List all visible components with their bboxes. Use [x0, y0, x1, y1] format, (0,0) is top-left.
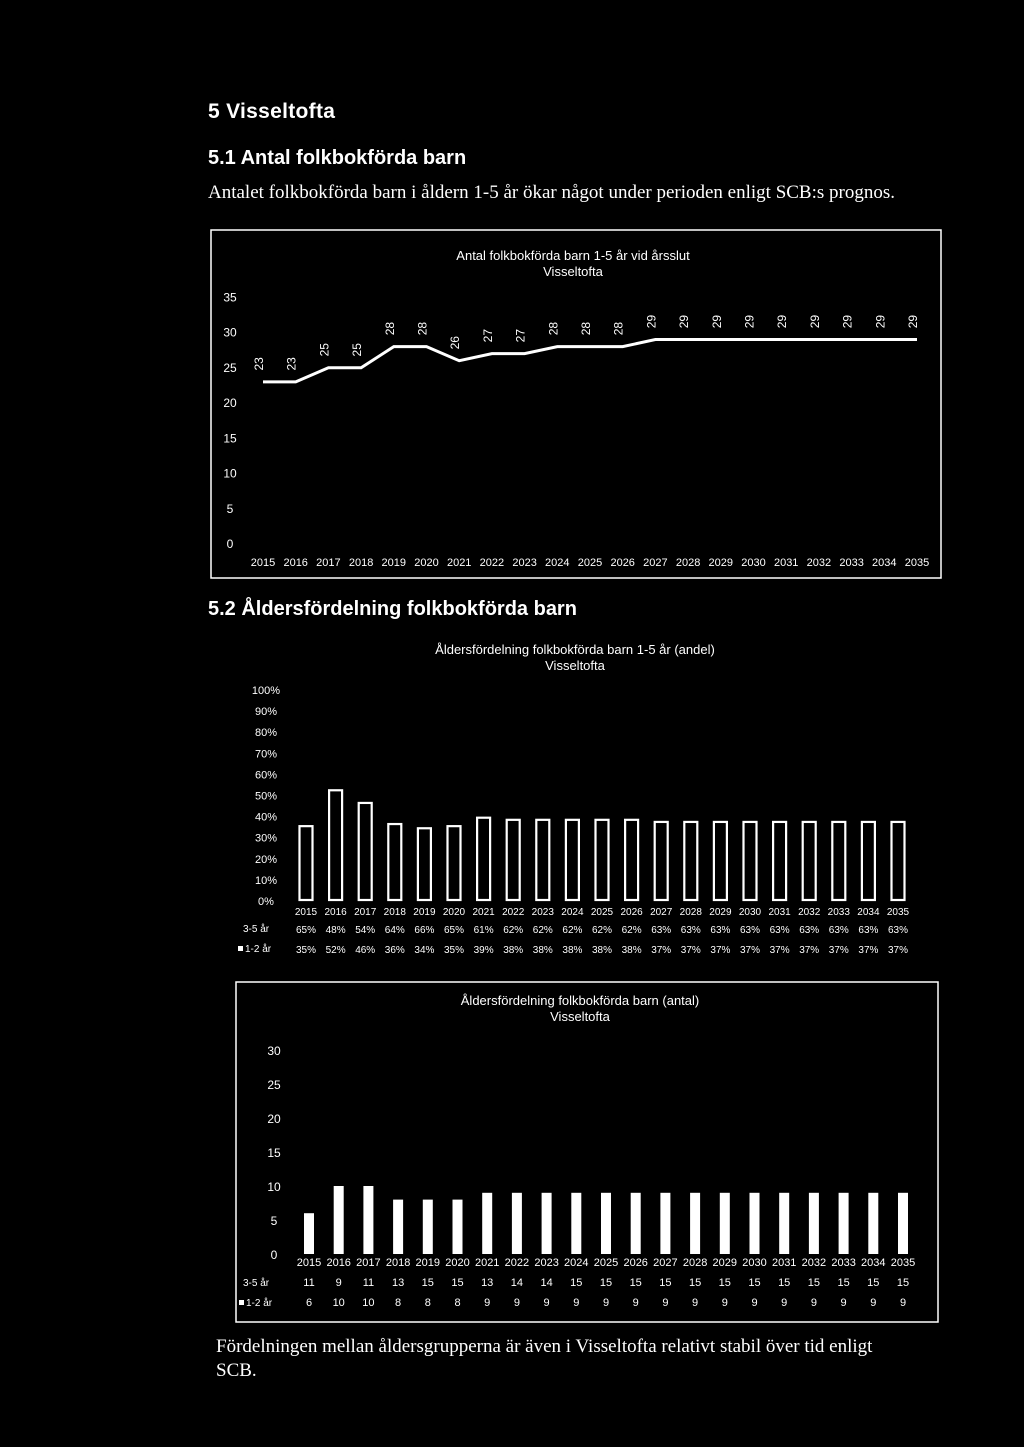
- chart3-title: Åldersfördelning folkbokförda barn (antal): [460, 993, 700, 1008]
- chart2-label-3-5-2028: 63%: [680, 925, 701, 936]
- chart2-bar-2024: [566, 820, 579, 900]
- chart3-label-3-5-2023: 14: [540, 1277, 553, 1289]
- chart3-label-1-2-2034: 9: [870, 1297, 877, 1309]
- chart2-ytick-0: 0%: [258, 896, 274, 908]
- chart1-ytick-25: 25: [223, 360, 237, 375]
- chart3-bar-2031: [779, 1193, 789, 1254]
- chart2-title: Åldersfördelning folkbokförda barn 1-5 år (andel): [435, 642, 715, 657]
- chart3-label-1-2-2018: 8: [395, 1297, 402, 1309]
- chart3-bar-2030: [750, 1193, 760, 1254]
- chart1-subtitle: Visseltofta: [543, 264, 603, 279]
- chart2-legend-1-2: 1-2 år: [245, 944, 272, 955]
- chart3-label-3-5-2015: 11: [303, 1277, 315, 1289]
- chart2-xtick-2026: 2026: [620, 907, 643, 918]
- chart2-label-1-2-2032: 37%: [799, 945, 820, 956]
- chart3-xtick-2026: 2026: [623, 1257, 648, 1269]
- chart3-xtick-2017: 2017: [356, 1257, 381, 1269]
- chart2-legend-3-5: 3-5 år: [243, 924, 270, 935]
- chart2-label-3-5-2023: 62%: [532, 925, 553, 936]
- chart1-xtick-2015: 2015: [250, 557, 276, 569]
- chart3-xtick-2016: 2016: [326, 1257, 351, 1269]
- chart1-xtick-2025: 2025: [577, 557, 603, 569]
- chart2-label-3-5-2016: 48%: [325, 925, 346, 936]
- chart3-bar-2017: [363, 1186, 373, 1254]
- chart3-label-3-5-2034: 15: [867, 1277, 880, 1289]
- chart3-bar-2025: [601, 1193, 611, 1254]
- chart3-label-3-5-2020: 15: [451, 1277, 464, 1289]
- chart2-label-3-5-2026: 62%: [621, 925, 642, 936]
- chart3-label-1-2-2029: 9: [721, 1297, 728, 1309]
- chart1-ytick-15: 15: [223, 431, 237, 446]
- chart2-xtick-2023: 2023: [531, 907, 554, 918]
- chart3-bar-2034: [868, 1193, 878, 1254]
- chart1-data-label-2024: 28: [546, 321, 561, 336]
- chart2-label-3-5-2020: 65%: [443, 925, 465, 936]
- chart3-ytick-20: 20: [267, 1112, 281, 1126]
- chart1-xtick-2018: 2018: [348, 557, 374, 569]
- chart2-bar-2020: [448, 826, 461, 900]
- chart1-data-label-2020: 28: [415, 321, 430, 336]
- chart2-xtick-2032: 2032: [798, 907, 821, 918]
- chart1-data-label-2029: 29: [709, 314, 724, 329]
- chart2-xtick-2016: 2016: [324, 907, 347, 918]
- chart2-label-1-2-2023: 38%: [532, 945, 553, 956]
- chart3-label-3-5-2018: 13: [391, 1277, 405, 1289]
- chart2-xtick-2021: 2021: [472, 907, 495, 918]
- chart3-label-1-2-2026: 9: [632, 1297, 639, 1309]
- chart1-data-label-2023: 27: [513, 328, 528, 343]
- chart2-bar-2026: [625, 820, 638, 900]
- chart1-xtick-2027: 2027: [643, 557, 668, 569]
- chart1-ytick-30: 30: [223, 325, 237, 340]
- chart3-label-1-2-2017: 10: [362, 1297, 375, 1309]
- chart3-label-3-5-2017: 11: [362, 1277, 375, 1289]
- chart2-xtick-2035: 2035: [886, 907, 910, 918]
- chart2-bar-2027: [655, 822, 668, 900]
- chart3-label-3-5-2033: 15: [837, 1277, 850, 1289]
- chart1-ytick-35: 35: [223, 290, 237, 305]
- chart2-xtick-2030: 2030: [738, 907, 762, 918]
- chart3-bar-2032: [809, 1193, 819, 1254]
- chart3-ytick-0: 0: [270, 1248, 278, 1262]
- chart3-bar-2028: [690, 1193, 700, 1254]
- chart3-label-1-2-2023: 9: [543, 1297, 550, 1309]
- chart3-bar-2015: [304, 1213, 314, 1254]
- chart3-xtick-2023: 2023: [534, 1257, 559, 1269]
- chart3-label-1-2-2033: 9: [840, 1297, 847, 1309]
- chart2-bar-2018: [388, 824, 401, 900]
- chart3-ytick-30: 30: [267, 1044, 281, 1058]
- chart2-ytick-6: 60%: [254, 769, 278, 782]
- chart2-xtick-2015: 2015: [294, 907, 318, 918]
- chart2-xtick-2022: 2022: [502, 907, 525, 918]
- chart3-legend-swatch-1-2: [239, 1300, 244, 1305]
- chart1-data-label-2022: 27: [480, 328, 495, 343]
- chart3-xtick-2027: 2027: [653, 1257, 678, 1269]
- chart3-label-3-5-2031: 15: [778, 1277, 791, 1289]
- chart2-ytick-4: 40%: [254, 811, 278, 824]
- chart2-label-3-5-2032: 63%: [799, 925, 820, 936]
- chart2-xtick-2034: 2034: [857, 907, 880, 918]
- chart2-xtick-2033: 2033: [827, 907, 850, 918]
- chart1-data-label-2021: 26: [448, 336, 463, 350]
- chart2-ytick-5: 50%: [254, 790, 278, 803]
- chart2-bar-2031: [773, 822, 786, 900]
- chart1-data-label-2025: 28: [579, 321, 593, 336]
- chart2-ytick-9: 90%: [254, 706, 278, 719]
- chart2-label-1-2-2018: 36%: [384, 945, 405, 956]
- chart1-ytick-5: 5: [226, 501, 234, 516]
- chart2-label-3-5-2035: 63%: [887, 925, 909, 936]
- chart1-xtick-2033: 2033: [839, 557, 864, 569]
- chart2-xtick-2027: 2027: [650, 907, 673, 918]
- chart3-label-1-2-2030: 9: [751, 1297, 758, 1309]
- chart1-ytick-10: 10: [223, 466, 237, 481]
- chart3-xtick-2021: 2021: [474, 1257, 500, 1269]
- chart2-label-1-2-2035: 37%: [887, 945, 909, 956]
- chart2-xtick-2019: 2019: [413, 907, 436, 918]
- chart1-xtick-2032: 2032: [806, 557, 832, 569]
- chart2-label-1-2-2024: 38%: [562, 945, 583, 956]
- chart3-label-3-5-2024: 15: [570, 1277, 583, 1289]
- chart2-label-3-5-2027: 63%: [651, 925, 672, 936]
- chart3-xtick-2034: 2034: [861, 1257, 886, 1269]
- chart3-xtick-2024: 2024: [564, 1257, 589, 1269]
- chart3-xtick-2031: 2031: [771, 1257, 797, 1269]
- chart3-label-3-5-2026: 15: [629, 1277, 642, 1289]
- chart2-label-1-2-2027: 37%: [651, 945, 672, 956]
- chart3-bar-2021: [482, 1193, 492, 1254]
- chart2-label-1-2-2034: 37%: [858, 945, 879, 956]
- chart2-bar-2016: [329, 790, 342, 900]
- chart3-xtick-2019: 2019: [415, 1257, 441, 1269]
- chart2-legend-swatch-1-2: [238, 946, 243, 951]
- chart3-subtitle: Visseltofta: [550, 1009, 610, 1024]
- chart3-bar-2027: [660, 1193, 670, 1254]
- chart2-bar-2035: [892, 822, 905, 900]
- chart2-bar-2029: [714, 822, 727, 900]
- chart3-label-1-2-2027: 9: [662, 1297, 669, 1309]
- chart3-bar-2026: [631, 1193, 641, 1254]
- chart3-label-1-2-2022: 9: [513, 1297, 520, 1309]
- chart2-xtick-2024: 2024: [561, 907, 584, 918]
- chart3-xtick-2030: 2030: [742, 1257, 767, 1269]
- chart3-xtick-2022: 2022: [504, 1257, 530, 1269]
- chart3-xtick-2035: 2035: [890, 1257, 916, 1269]
- chart1-xtick-2026: 2026: [610, 557, 635, 569]
- chart1-data-label-2028: 29: [677, 314, 692, 329]
- chart3-ytick-25: 25: [267, 1078, 281, 1092]
- chart3-bar-2035: [898, 1193, 908, 1254]
- chart3-label-3-5-2027: 15: [659, 1277, 672, 1289]
- chart2-xtick-2025: 2025: [590, 907, 614, 918]
- chart2-label-3-5-2019: 66%: [414, 925, 435, 936]
- chart3-label-3-5-2025: 15: [599, 1277, 613, 1289]
- chart3-xtick-2028: 2028: [682, 1257, 708, 1269]
- chart3-xtick-2033: 2033: [831, 1257, 856, 1269]
- chart3-bar-2024: [571, 1193, 581, 1254]
- chart2-label-1-2-2015: 35%: [295, 945, 317, 956]
- chart3-legend-1-2: 1-2 år: [246, 1298, 273, 1309]
- chart1-xtick-2023: 2023: [512, 557, 537, 569]
- chart1-xtick-2031: 2031: [773, 557, 799, 569]
- chart2-bar-2033: [832, 822, 845, 900]
- chart3-label-1-2-2021: 9: [484, 1297, 491, 1309]
- chart2-bar-2015: [300, 826, 313, 900]
- chart2-label-1-2-2026: 38%: [621, 945, 642, 956]
- chart2-bar-2030: [744, 822, 757, 900]
- chart2-label-3-5-2029: 63%: [710, 925, 731, 936]
- chart1-xtick-2035: 2035: [904, 557, 930, 569]
- chart3-label-3-5-2030: 15: [748, 1277, 761, 1289]
- chart3-ytick-5: 5: [270, 1214, 278, 1228]
- chart3-label-3-5-2035: 15: [896, 1277, 910, 1289]
- chart3-bar-2023: [542, 1193, 552, 1254]
- chart2-label-1-2-2020: 35%: [443, 945, 465, 956]
- chart2-ytick-1: 10%: [254, 874, 278, 887]
- chart3-label-3-5-2029: 15: [718, 1277, 731, 1289]
- chart2-bar-2017: [359, 803, 372, 900]
- chart3-label-1-2-2031: 9: [781, 1297, 788, 1309]
- chart2-label-1-2-2033: 37%: [828, 945, 849, 956]
- chart1-xtick-2034: 2034: [872, 557, 897, 569]
- chart2-label-3-5-2034: 63%: [858, 925, 879, 936]
- chart2-label-3-5-2030: 63%: [739, 925, 761, 936]
- chart1-xtick-2024: 2024: [545, 557, 570, 569]
- chart2-label-1-2-2031: 37%: [769, 945, 790, 956]
- outro-paragraph: Fördelningen mellan åldersgrupperna är även i Visseltofta relativt stabil över tid enligt SCB.: [216, 1336, 873, 1381]
- chart1-data-label-2033: 29: [840, 314, 855, 329]
- chart2-label-3-5-2022: 62%: [503, 925, 524, 936]
- chart2-label-1-2-2021: 39%: [473, 945, 494, 956]
- chart2-label-1-2-2019: 34%: [414, 945, 435, 956]
- chart3-label-1-2-2015: 6: [305, 1297, 313, 1309]
- chart1-xtick-2030: 2030: [741, 557, 766, 569]
- chart3-ytick-10: 10: [267, 1180, 281, 1194]
- chart2-label-1-2-2016: 52%: [325, 945, 346, 956]
- chart1-data-label-2030: 29: [742, 314, 757, 329]
- chart3-xtick-2029: 2029: [712, 1257, 738, 1269]
- chart1-xtick-2016: 2016: [283, 557, 308, 569]
- chart3-label-1-2-2016: 10: [332, 1297, 345, 1309]
- chart3-label-1-2-2019: 8: [424, 1297, 431, 1309]
- chart3-label-3-5-2022: 14: [510, 1277, 524, 1289]
- chart2-xtick-2020: 2020: [442, 907, 466, 918]
- subsection-heading-antal: 5.1 Antal folkbokförda barn: [208, 147, 467, 169]
- chart2-label-1-2-2030: 37%: [739, 945, 761, 956]
- chart2-bar-2019: [418, 828, 431, 900]
- chart2-ytick-10: 100%: [251, 685, 281, 697]
- chart3-xtick-2015: 2015: [296, 1257, 322, 1269]
- chart1-data-label-2019: 28: [382, 321, 397, 336]
- chart3-label-3-5-2032: 15: [807, 1277, 821, 1289]
- chart2-label-3-5-2025: 62%: [591, 925, 613, 936]
- chart3-xtick-2025: 2025: [593, 1257, 619, 1269]
- chart2-label-1-2-2017: 46%: [355, 945, 376, 956]
- chart3-bar-2019: [423, 1200, 433, 1254]
- chart1-data-label-2034: 29: [873, 314, 888, 329]
- chart2-xtick-2029: 2029: [709, 907, 732, 918]
- subsection-heading-aldersfordelning: 5.2 Åldersfördelning folkbokförda barn: [208, 598, 577, 620]
- chart2-bar-2025: [596, 820, 609, 900]
- chart2-label-3-5-2033: 63%: [828, 925, 849, 936]
- chart1-data-label-2015: 23: [252, 357, 266, 371]
- chart1-ytick-20: 20: [223, 396, 237, 410]
- chart1-xtick-2029: 2029: [708, 557, 734, 569]
- chart1-data-label-2016: 23: [284, 357, 299, 371]
- chart1-xtick-2028: 2028: [675, 557, 701, 569]
- chart3-label-1-2-2028: 9: [692, 1297, 699, 1309]
- chart2-ytick-8: 80%: [254, 727, 278, 740]
- chart2-label-1-2-2028: 37%: [680, 945, 701, 956]
- chart3-label-1-2-2035: 9: [899, 1297, 907, 1309]
- chart1-xtick-2021: 2021: [446, 557, 472, 569]
- chart3-label-3-5-2028: 15: [688, 1277, 702, 1289]
- chart1-data-label-2027: 29: [644, 314, 659, 329]
- chart2-ytick-2: 20%: [254, 853, 278, 866]
- chart1-data-label-2035: 29: [906, 314, 920, 329]
- chart2-xtick-2018: 2018: [383, 907, 406, 918]
- chart2-bar-2023: [536, 820, 549, 900]
- chart1-data-label-2018: 25: [350, 343, 365, 357]
- section-heading: 5 Visseltofta: [208, 100, 336, 123]
- chart1-xtick-2020: 2020: [414, 557, 439, 569]
- chart2-label-1-2-2022: 38%: [503, 945, 524, 956]
- chart3-bar-2029: [720, 1193, 730, 1254]
- chart3-xtick-2020: 2020: [445, 1257, 470, 1269]
- chart1-xtick-2017: 2017: [316, 557, 341, 569]
- chart2-xtick-2017: 2017: [354, 907, 377, 918]
- chart3-frame: [236, 982, 938, 1322]
- chart3-label-1-2-2032: 9: [810, 1297, 817, 1309]
- chart3-label-1-2-2025: 9: [602, 1297, 610, 1309]
- chart3-xtick-2032: 2032: [801, 1257, 827, 1269]
- chart1-title: Antal folkbokförda barn 1-5 år vid årsslut: [456, 248, 690, 263]
- chart2-label-1-2-2025: 38%: [591, 945, 613, 956]
- chart2-xtick-2031: 2031: [768, 907, 791, 918]
- chart2-label-3-5-2015: 65%: [295, 925, 317, 936]
- chart2-ytick-7: 70%: [254, 748, 278, 761]
- intro-paragraph: Antalet folkbokförda barn i åldern 1-5 år ökar något under perioden enligt SCB:s prognos.: [208, 182, 895, 203]
- chart1-ytick-0: 0: [226, 537, 234, 551]
- chart1-data-label-2026: 28: [611, 321, 626, 336]
- chart3-label-1-2-2020: 8: [454, 1297, 461, 1309]
- chart1-xtick-2019: 2019: [381, 557, 407, 569]
- chart2-ytick-3: 30%: [254, 832, 278, 845]
- chart1-series-line: [263, 340, 917, 382]
- chart3-bar-2020: [453, 1200, 463, 1254]
- chart3-label-3-5-2021: 13: [481, 1277, 494, 1289]
- chart2-bar-2032: [803, 822, 816, 900]
- chart1-data-label-2031: 29: [775, 314, 790, 329]
- chart2-label-3-5-2024: 62%: [562, 925, 583, 936]
- chart3-bar-2016: [334, 1186, 344, 1254]
- chart3-label-3-5-2016: 9: [335, 1277, 342, 1289]
- chart2-bar-2028: [684, 822, 697, 900]
- chart2-bar-2022: [507, 820, 520, 900]
- chart3-bar-2022: [512, 1193, 522, 1254]
- chart3-label-1-2-2024: 9: [573, 1297, 580, 1309]
- chart1-xtick-2022: 2022: [479, 557, 505, 569]
- chart3-ytick-15: 15: [267, 1146, 281, 1160]
- chart3-bar-2033: [839, 1193, 849, 1254]
- chart3-label-3-5-2019: 15: [421, 1277, 434, 1289]
- chart2-subtitle: Visseltofta: [545, 658, 605, 673]
- chart2-xtick-2028: 2028: [679, 907, 702, 918]
- chart3-xtick-2018: 2018: [385, 1257, 411, 1269]
- chart3-legend-3-5: 3-5 år: [243, 1278, 270, 1289]
- chart1-frame: [211, 230, 941, 578]
- chart2-bar-2021: [477, 818, 490, 900]
- chart2-label-3-5-2017: 54%: [355, 925, 376, 936]
- chart2-label-3-5-2031: 63%: [769, 925, 790, 936]
- chart2-label-3-5-2018: 64%: [384, 925, 405, 936]
- chart2-label-3-5-2021: 61%: [473, 925, 494, 936]
- chart2-label-1-2-2029: 37%: [710, 945, 731, 956]
- chart2-bar-2034: [862, 822, 875, 900]
- chart1-data-label-2017: 25: [317, 343, 332, 357]
- chart3-bar-2018: [393, 1200, 403, 1254]
- chart1-data-label-2032: 29: [807, 314, 822, 329]
